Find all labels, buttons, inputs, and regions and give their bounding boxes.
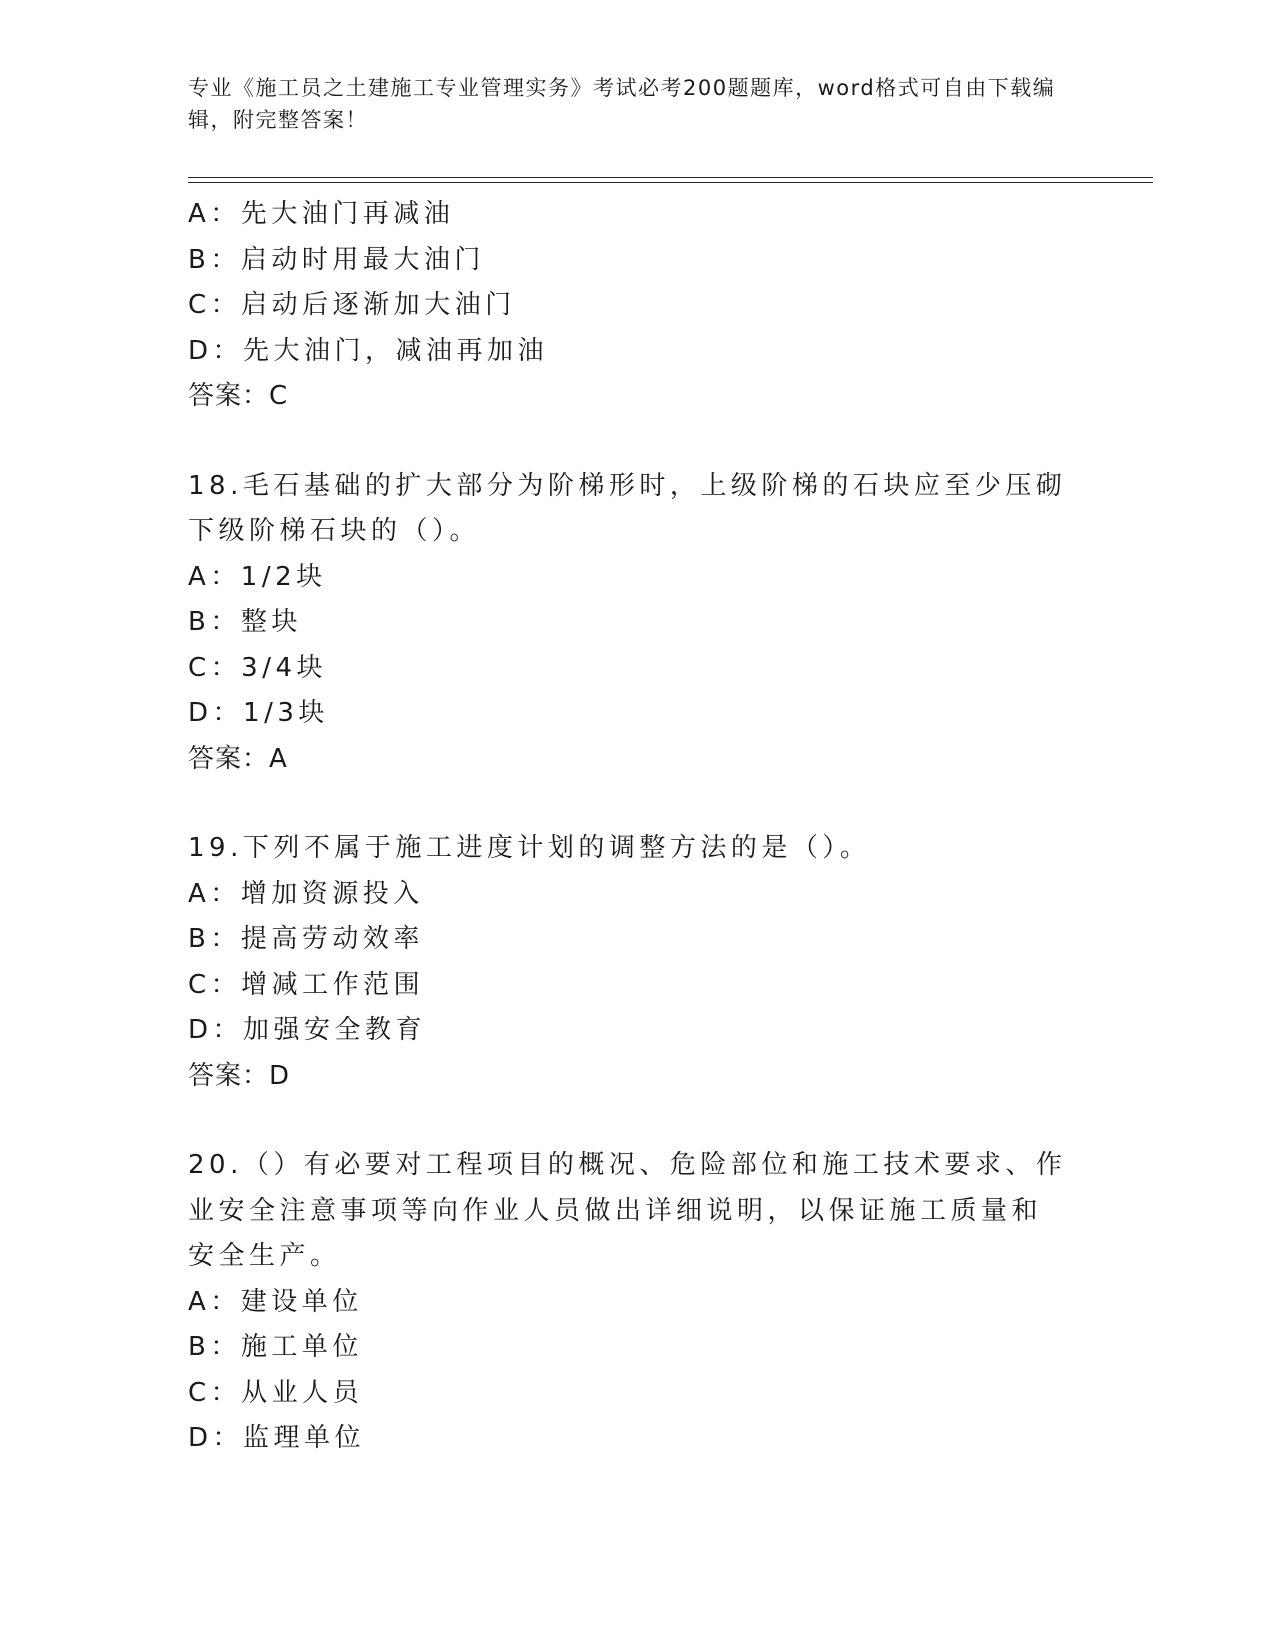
document-header: 专业《施工员之土建施工专业管理实务》考试必考200题题库，word格式可自由下载编辑，附完整答案！ bbox=[188, 76, 1056, 132]
question-18 bbox=[188, 464, 1068, 783]
answer-line: 答案：D bbox=[188, 1060, 291, 1091]
option-d: D：加强安全教育 bbox=[188, 1015, 427, 1045]
option-c: C：3/4块 bbox=[188, 652, 327, 683]
option-d: D：监理单位 bbox=[188, 1423, 366, 1453]
question-17-continued bbox=[188, 192, 1068, 420]
question-text: 18.毛石基础的扩大部分为阶梯形时，上级阶梯的石块应至少压砌下级阶梯石块的（）。 bbox=[188, 470, 1067, 546]
option-c: C：启动后逐渐加大油门 bbox=[188, 290, 516, 320]
option-a: A：1/2块 bbox=[188, 561, 327, 592]
question-text: 20.（）有必要对工程项目的概况、危险部位和施工技术要求、作业安全注意事项等向作业人员做出详细说明，以保证施工质量和安全生产。 bbox=[188, 1150, 1067, 1271]
answer-line: 答案：A bbox=[188, 743, 288, 774]
option-a: A：建设单位 bbox=[188, 1286, 363, 1317]
header-rule-bottom bbox=[188, 182, 1153, 183]
option-b: B：整块 bbox=[188, 607, 302, 637]
option-d: D：先大油门，减油再加油 bbox=[188, 335, 549, 366]
option-b: B：提高劳动效率 bbox=[188, 924, 424, 954]
option-b: B：施工单位 bbox=[188, 1332, 363, 1362]
option-a: A：增加资源投入 bbox=[188, 878, 424, 909]
question-text: 19.下列不属于施工进度计划的调整方法的是（）。 bbox=[188, 833, 871, 863]
question-20 bbox=[188, 1143, 1068, 1462]
option-c: C：增减工作范围 bbox=[188, 969, 425, 1000]
question-list bbox=[188, 192, 1068, 1462]
answer-line: 答案：C bbox=[188, 381, 289, 411]
header-rule-top bbox=[188, 177, 1153, 178]
option-b: B：启动时用最大油门 bbox=[188, 244, 485, 275]
question-19 bbox=[188, 826, 1068, 1099]
option-d: D：1/3块 bbox=[188, 698, 329, 728]
option-c: C：从业人员 bbox=[188, 1377, 364, 1408]
option-a: A：先大油门再减油 bbox=[188, 199, 455, 229]
